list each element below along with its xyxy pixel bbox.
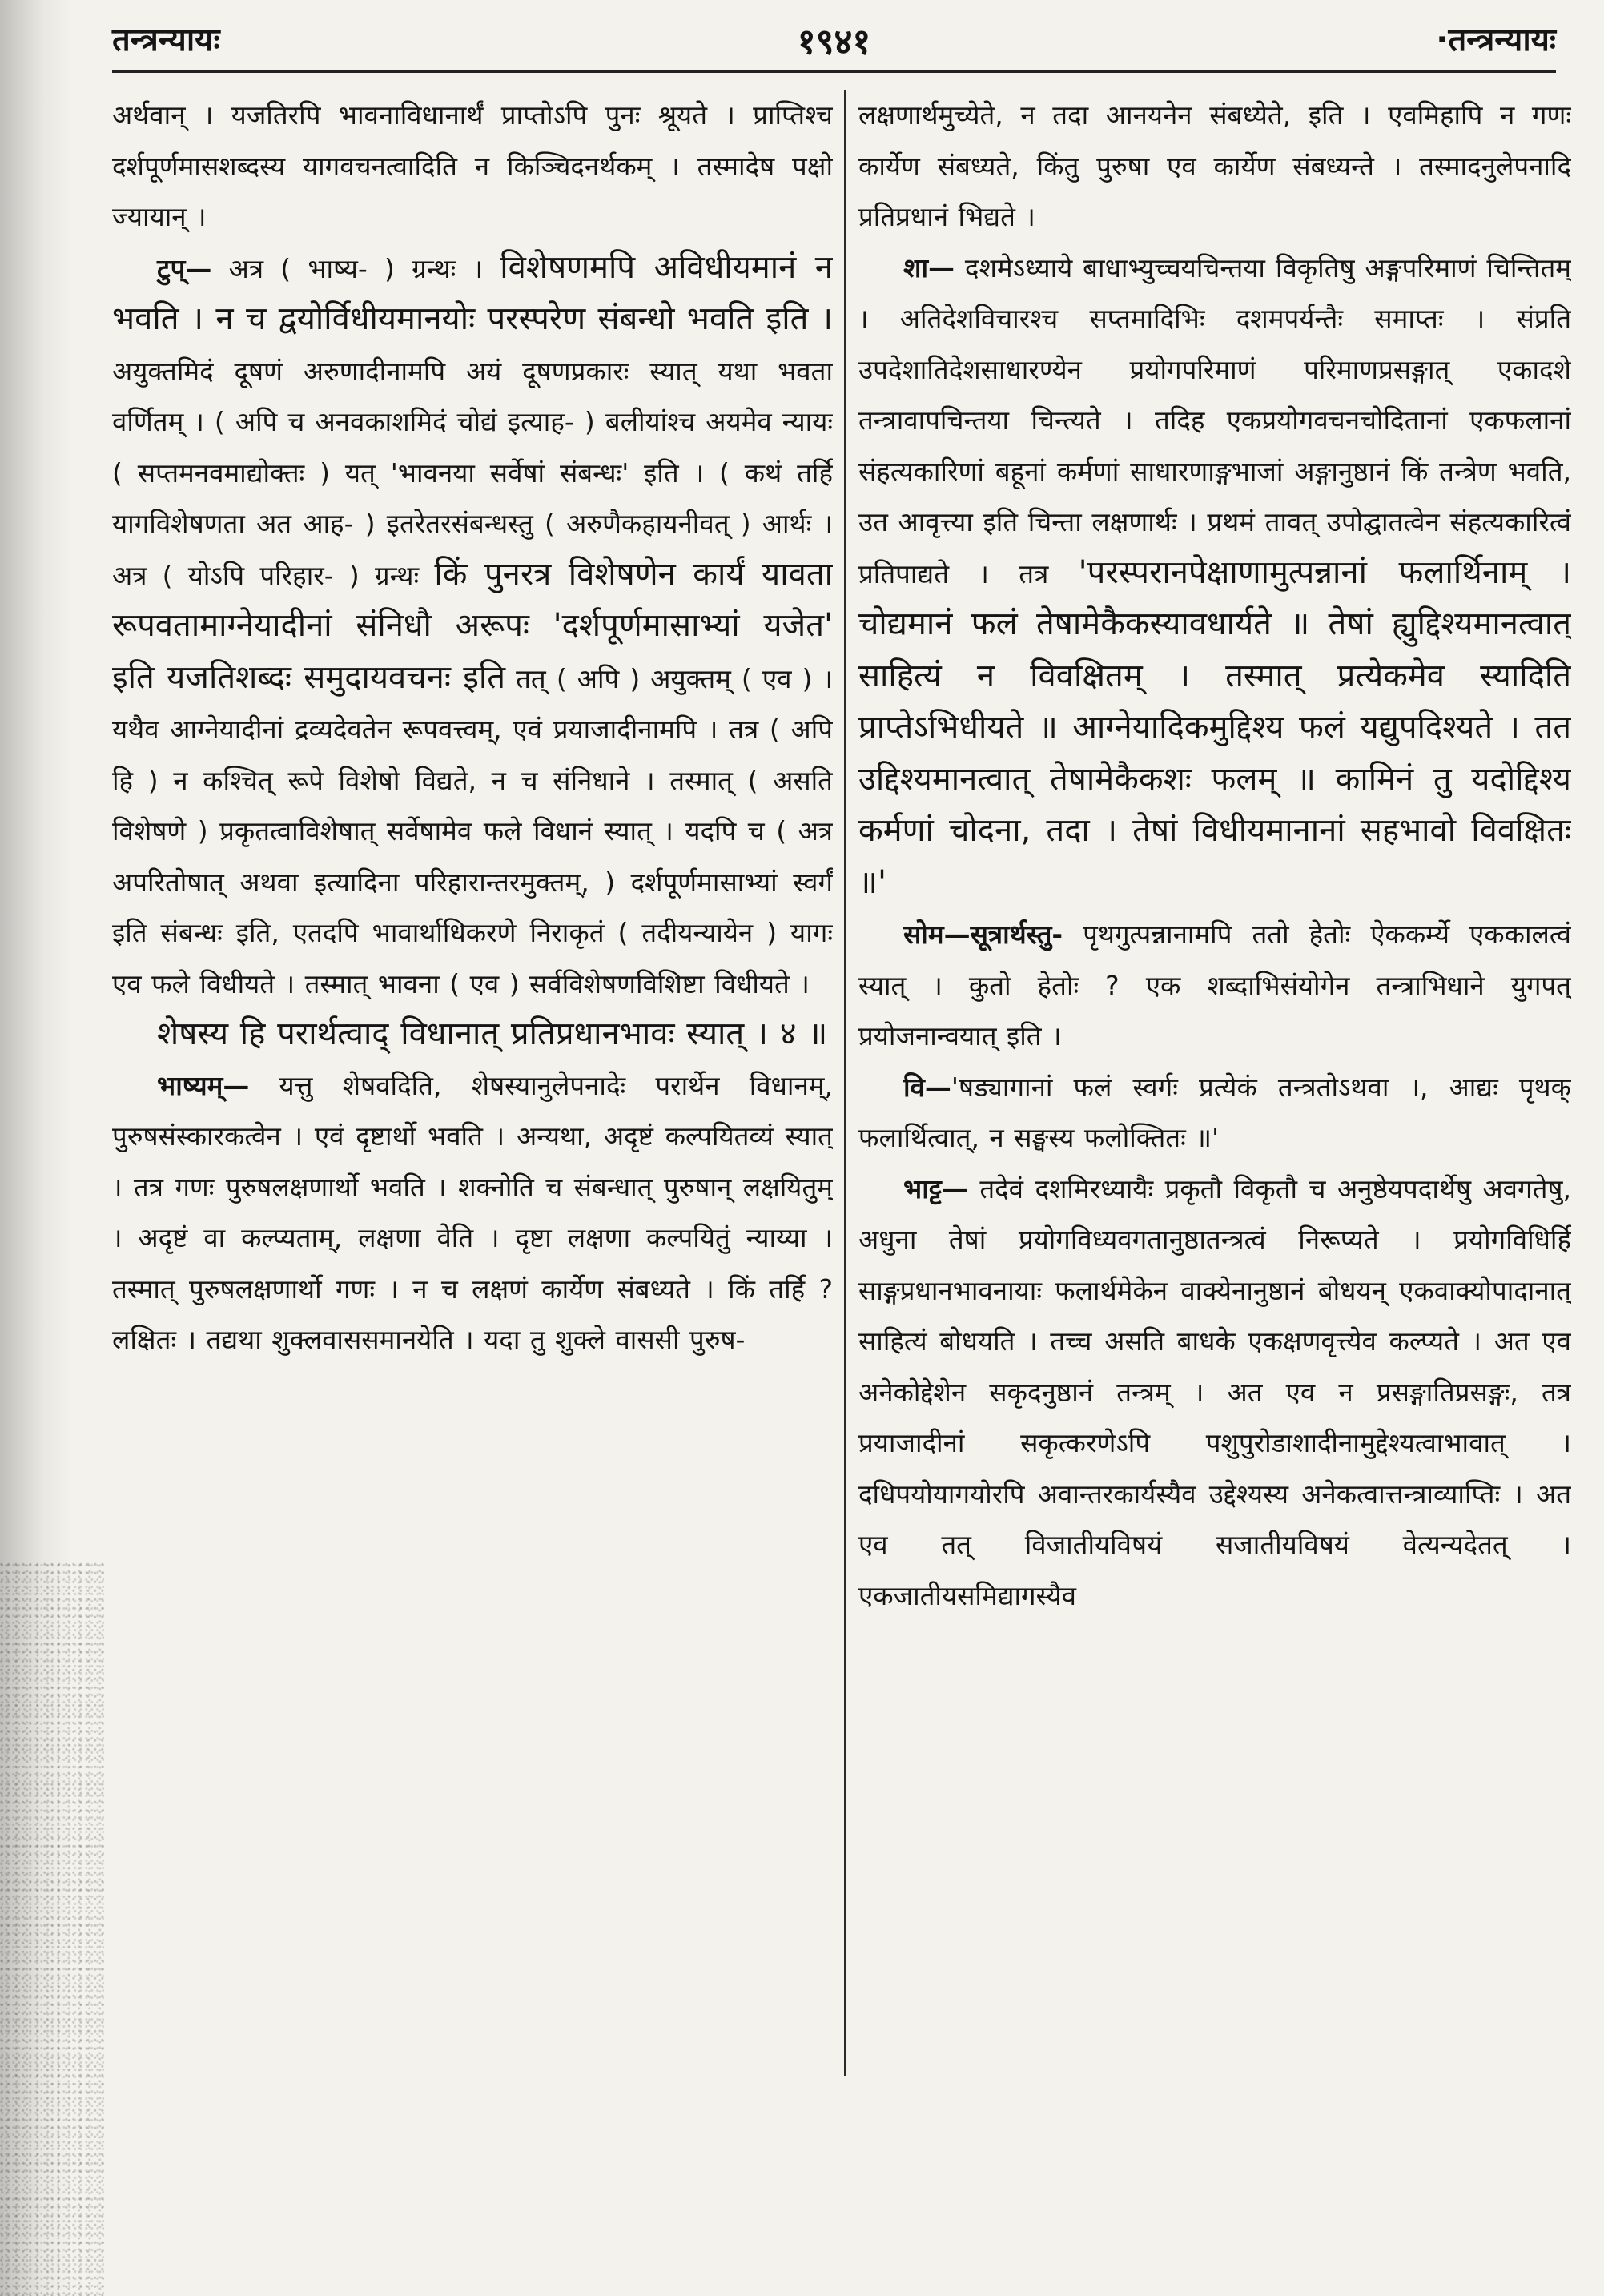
section-label: शा— — [903, 251, 955, 283]
text-span: तत् ( अपि ) अयुक्तम् ( एव ) । यथैव आग्नेयादीनां द्रव्यदेवतेन रूपवत्त्वम्, एवं प्रयाजादीनामपि । तत्र ( अपि हि ) न कश्चित् रूपे विशेषो विद्यते, न च संनिधाने । तस्मात् ( असति विशेषणे ) प्रकृतत्वाविशेषात् सर्वेषामेव फले विधानं स्यात् । यदपि च ( अत्र अपरितोषात् अथवा इत्यादिना परिहारान्तरमुक्तम्, ) दर्शपूर्णमासाभ्यां स्वर्गं इति संबन्धः इति, एतदपि भावार्थाधिकरणे निराकृतं ( तदीयन्यायेन ) यागः एव फले विधीयते । तस्मात् भावना ( एव ) सर्वविशेषणविशिष्टा विधीयते । — [112, 662, 833, 999]
paragraph-shastradipika — [858, 243, 1571, 910]
header-left-title: तन्त्रन्यायः — [112, 22, 220, 58]
text-span: अत्र ( भाष्य- ) ग्रन्थः । — [228, 252, 484, 284]
section-label: भाट्ट— — [903, 1172, 968, 1204]
left-column — [112, 90, 833, 2268]
verse-quote: 'परस्परानपेक्षाणामुत्पन्नानां फलार्थिनाम् । चोद्यमानं फलं तेषामेकैकस्यावधार्यते ॥ तेषां ह्युद्दिश्यमानत्वात् साहित्यं न विवक्षितम् । तस्मात् प्रत्येकमेव स्यादिति प्राप्तेऽभिधीयते ॥ आग्नेयादिकमुद्दिश्य फलं यद्युपदिश्यते । तत उद्दिश्यमानत्वात् तेषामेकैकशः फलम् ॥ कामिनं तु यदोद्दिश्य कर्मणां चोदना, तदा । तेषां विधीयमानानां सहभावो विवक्षितः ॥' — [858, 553, 1571, 901]
text-span: पृथगुत्पन्नानामपि ततो हेतोः ऐककर्म्ये एककालत्वं स्यात् । कुतो हेतोः ? एक शब्दाभिसंयोगेन तन्त्राभिधाने युगपत् प्रयोजनान्वयात् इति । — [858, 919, 1571, 1051]
text-span: 'षड्यागानां फलं स्वर्गः प्रत्येकं तन्त्रतोऽथवा ।, आद्यः पृथक् फलार्थित्वात्, न सङ्घस्य फलोक्तितः ॥' — [858, 1071, 1571, 1153]
paragraph-tup — [112, 243, 833, 1010]
header-rule — [112, 70, 1556, 73]
quoted-bhashya: विशेषणमपि अविधीयमानं न भवति । न च द्वयोर्विधीयमानयोः परस्परेण संबन्धो भवति इति । — [112, 248, 833, 337]
text-span: यत्तु शेषवदिति, शेषस्यानुलेपनादेः परार्थेन विधानम्, पुरुषसंस्कारकत्वेन । एवं दृष्टार्थो भवति । अन्यथा, अदृष्टं कल्पयितव्यं स्यात् । तत्र गणः पुरुषलक्षणार्थो भवति । शक्नोति च संबन्धात् पुरुषान् लक्षयितुम् । अदृष्टं वा कल्प्यताम्, लक्षणा वेति । दृष्टा लक्षणा कल्पयितुं न्याय्या । तस्मात् पुरुषलक्षणार्थो गणः । न च लक्षणं कार्येण संबध्यते । किं तर्हि ? लक्षितः । तद्यथा शुक्लवाससमानयेति । यदा तु शुक्ले वाससी पुरुष- — [112, 1069, 833, 1355]
paragraph-soma — [858, 909, 1571, 1062]
paragraph-bhashya — [112, 1060, 833, 1365]
section-label: टुप्— — [157, 252, 212, 284]
scan-noise — [0, 1562, 104, 2296]
paragraph: अर्थवान् । यजतिरपि भावनाविधानार्थं प्राप्तोऽपि पुनः श्रूयते । प्राप्तिश्च दर्शपूर्णमासशब्दस्य यागवचनत्वादिति न किञ्चिदनर्थकम् । तस्मादेष पक्षो ज्यायान् । — [112, 99, 833, 232]
section-label: भाष्यम्— — [157, 1069, 250, 1101]
section-label: सोम— — [903, 919, 971, 950]
quoted-bhashya: किं पुनरत्र विशेषणेन कार्यं यावता रूपवतामाग्नेयादीनां संनिधौ अरूपः 'दर्शपूर्णमासाभ्यां यजेत' इति यजतिशब्दः समुदायवचनः इति — [112, 555, 833, 696]
paragraph-bhatta — [858, 1164, 1571, 1622]
right-column — [858, 90, 1571, 2268]
running-header — [112, 10, 1556, 66]
sub-label: सूत्रार्थस्तु- — [970, 919, 1063, 950]
section-label: वि— — [903, 1071, 951, 1103]
text-span: अयुक्तमिदं दूषणं अरुणादीनामपि अयं दूषणप्रकारः स्यात् यथा भवता वर्णितम् । ( अपि च अनवकाशमिदं चोद्यं इत्याह- ) बलीयांश्च अयमेव न्यायः ( सप्तमनवमाद्योक्तः ) यत् 'भावनया सर्वेषां संबन्धः' इति । ( कथं तर्हि यागविशेषणता अत आह- ) इतरेतरसंबन्धस्तु ( अरुणैकहायनीवत् ) आर्थः । अत्र ( योऽपि परिहार- ) ग्रन्थः — [112, 355, 833, 591]
text-span: तदेवं दशमिरध्यायैः प्रकृतौ विकृतौ च अनुष्ठेयपदार्थेषु अवगतेषु, अधुना तेषां प्रयोगविध्यवगतानुष्ठातन्त्रत्वं निरूप्यते । प्रयोगविधिर्हि साङ्गप्रधानभावनायाः फलार्थमेकेन वाक्येनानुष्ठानं बोधयन् एकवाक्योपादानात् साहित्यं बोधयति । तच्च असति बाधके एकक्षणवृत्त्येव कल्प्यते । अत एव अनेकोद्देशेन सकृदनुष्ठानं तन्त्रम् । अत एव न प्रसङ्गातिप्रसङ्गः, तत्र प्रयाजादीनां सकृत्करणेऽपि पशुपुरोडाशादीनामुद्देश्यत्वाभावात् । दधिपयोयागयोरपि अवान्तरकार्यस्यैव उद्देश्यस्य अनेकत्वात्तन्त्राव्याप्तिः । अत एव तत् विजातीयविषयं सजातीयविषयं वेत्यन्यदेतत् । एकजातीयसमिद्यागस्यैव — [858, 1172, 1571, 1611]
page-number: १९४१ — [797, 22, 871, 62]
paragraph: लक्षणार्थमुच्येते, न तदा आनयनेन संबध्येते, इति । एवमिहापि न गणः कार्येण संबध्यते, किंतु पुरुषा एव कार्येण संबध्यन्ते । तस्मादनुलेपनादि प्रतिप्रधानं भिद्यते । — [858, 99, 1571, 232]
text-span: दशमेऽध्याये बाधाभ्युच्चयचिन्तया विकृतिषु अङ्गपरिमाणं चिन्तितम् । अतिदेशविचारश्च सप्तमादिभिः दशमपर्यन्तैः समाप्तः । संप्रति उपदेशातिदेशसाधारण्येन प्रयोगपरिमाणं परिमाणप्रसङ्गात् एकादशे तन्त्रावापचिन्तया चिन्त्यते । तदिह एकप्रयोगवचनचोदितानां एकफलानां संहत्यकारिणां बहूनां कर्मणां साधारणाङ्गभाजां अङ्गानुष्ठानं किं तन्त्रेण भवति, उत आवृत्त्या इति चिन्ता लक्षणार्थः । प्रथमं तावत् उपोद्घातत्वेन संहत्यकारित्वं प्रतिपाद्यते । तत्र — [858, 251, 1571, 589]
sutra: शेषस्य हि परार्थत्वाद् विधानात् प्रतिप्रधानभावः स्यात् । ४ ॥ — [157, 1015, 828, 1052]
column-divider — [844, 90, 846, 2076]
paragraph-vi — [858, 1062, 1571, 1164]
header-right-title: ·तन्त्रन्यायः — [1436, 22, 1556, 58]
